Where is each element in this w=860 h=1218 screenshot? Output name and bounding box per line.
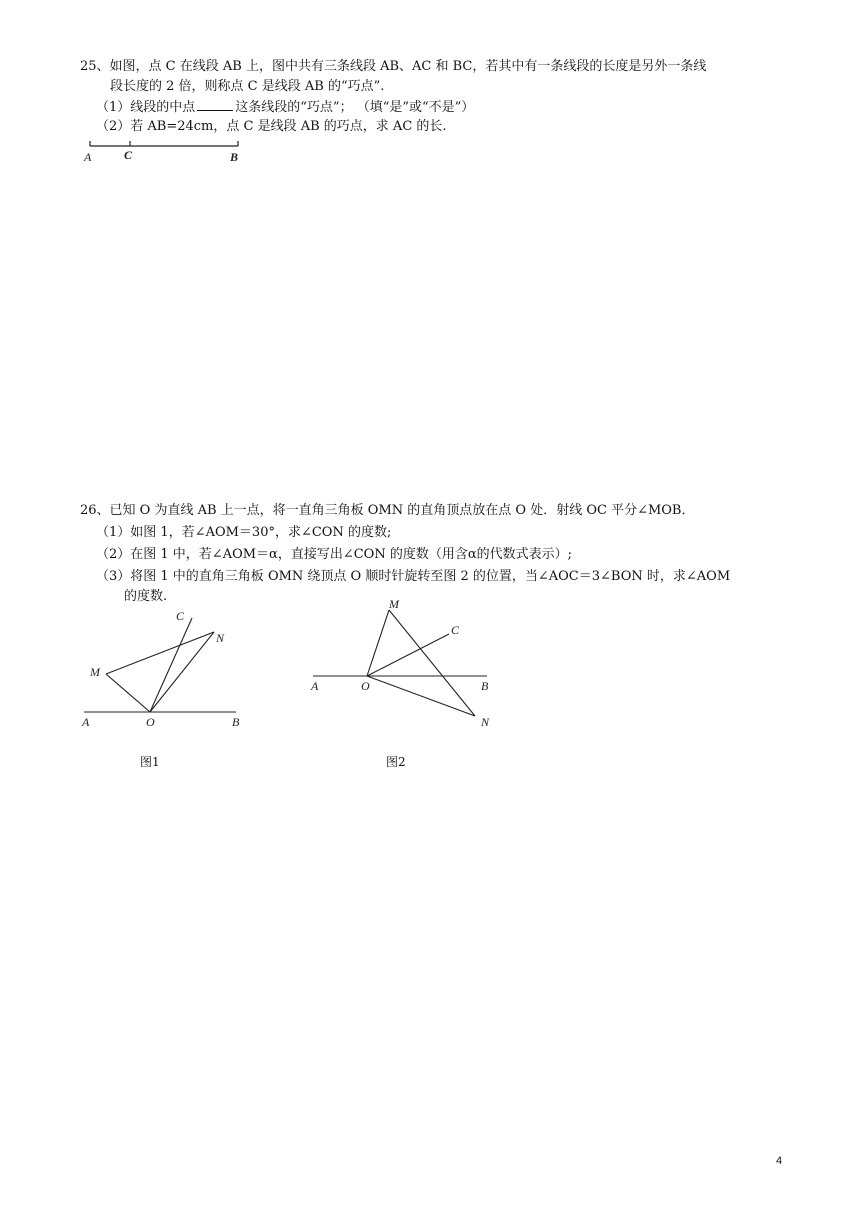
label-n: N: [216, 631, 225, 645]
label-c: C: [451, 623, 460, 637]
figure-2-caption: 图2: [386, 755, 406, 769]
label-b: B: [230, 150, 239, 164]
label-m: M: [90, 665, 100, 679]
q25-part1: [96, 98, 474, 117]
label-a: A: [311, 679, 319, 693]
label-b: B: [481, 679, 489, 693]
figure-1-caption: 图1: [140, 755, 160, 769]
label-n: N: [481, 715, 490, 729]
q26-part1: （1）如图 1，若∠AOM＝30°，求∠CON 的度数;: [96, 525, 392, 540]
q25-part2: （2）若 AB=24cm，点 C 是线段 AB 的巧点，求 AC 的长.: [96, 119, 447, 134]
label-a: A: [82, 715, 90, 729]
q26-line1: 26、已知 O 为直线 AB 上一点，将一直角三角板 OMN 的直角顶点放在点 O 处．射线 OC 平分∠MOB．: [80, 503, 695, 518]
q26-part3b: 的度数.: [124, 589, 168, 604]
q25-figure: [80, 138, 250, 168]
page-number: 4: [776, 1155, 783, 1167]
label-m: M: [389, 597, 399, 611]
answer-blank[interactable]: [197, 98, 233, 111]
q25-line1: 25、如图，点 C 在线段 AB 上，图中共有三条线段 AB、AC 和 BC，若其中有一条线段的长度是另外一条线: [80, 59, 707, 74]
q26-figure-1: [80, 606, 260, 736]
label-o: O: [361, 679, 370, 693]
q25-part1-text-a: （1）线段的中点: [96, 100, 196, 115]
segment-om: [106, 674, 150, 712]
q26-part2: （2）在图 1 中，若∠AOM＝α，直接写出∠CON 的度数（用含α的代数式表示）;: [96, 547, 572, 562]
q26-part3a: （3）将图 1 中的直角三角板 OMN 绕顶点 O 顺时针旋转至图 2 的位置，当∠AOC＝3∠BON 时，求∠AOM: [96, 569, 731, 584]
ray-oc: [150, 618, 192, 712]
label-b: B: [232, 715, 240, 729]
label-o: O: [146, 715, 155, 729]
q25-part1-text-b: 这条线段的“巧点”； （填“是”或“不是”）: [235, 100, 475, 115]
q26-figure-2: [305, 596, 505, 732]
label-a: A: [84, 150, 92, 164]
label-c: C: [124, 148, 133, 162]
label-c: C: [176, 609, 185, 623]
q25-line2: 段长度的 2 倍，则称点 C 是线段 AB 的“巧点”.: [110, 79, 385, 94]
